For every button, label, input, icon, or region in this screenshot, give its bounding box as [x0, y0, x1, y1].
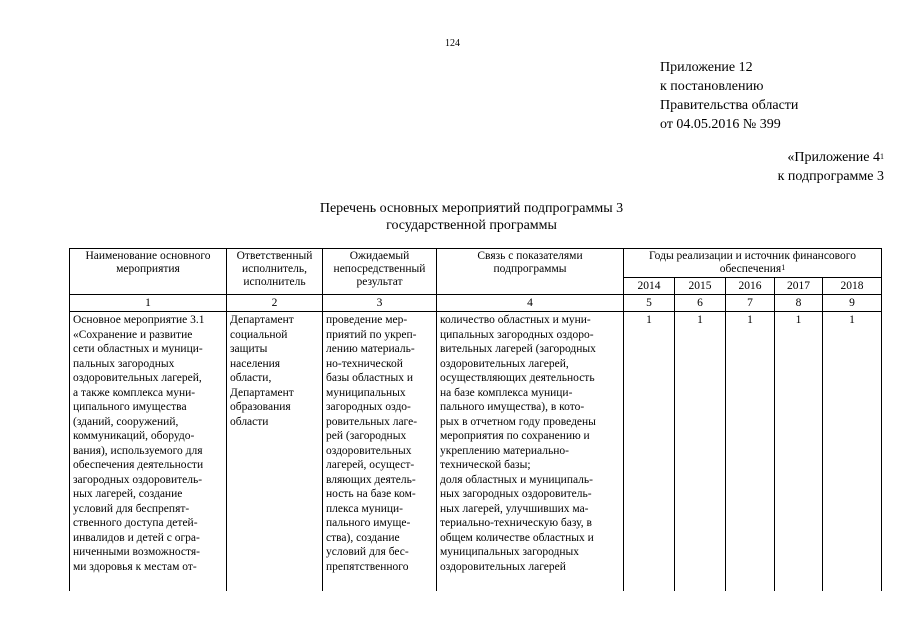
cell-text-line: ных лагерей, создание: [73, 488, 183, 500]
cell-text-line: инвалидов и детей с огра-: [73, 531, 200, 544]
cell-text-line: оздоровительных лагерей,: [73, 372, 202, 384]
cell-text-line: условий для бес-: [326, 546, 409, 558]
cell-text-line: загородных оздоровитель-: [73, 473, 203, 486]
year-cell: 2017: [775, 278, 823, 295]
header-link: Связь с показателями подпрограммы: [437, 249, 624, 295]
cell-text-line: ственного доступа детей-: [73, 517, 198, 529]
cell-text-line: сети областных и муници-: [73, 343, 203, 355]
cell-text-line: ства), создание: [326, 531, 400, 544]
footnote-mark: 1: [781, 263, 786, 272]
cell-measure-name: [70, 312, 227, 592]
table-row: [70, 312, 882, 592]
cell-text-line: оздоровительных лагерей,: [440, 357, 569, 370]
column-number: 2: [227, 295, 323, 312]
sub-appendix-header: [778, 148, 884, 186]
year-cell: 2014: [624, 278, 675, 295]
cell-text-line: Департамент: [230, 386, 294, 399]
cell-text-line: пального имуще-: [326, 517, 411, 529]
column-number: 7: [726, 295, 775, 312]
measures-table: [69, 248, 882, 591]
header-executor: Ответственный исполнитель, исполнитель: [227, 249, 323, 295]
sub-appendix-line: «Приложение 4: [787, 150, 880, 165]
cell-executor: [227, 312, 323, 592]
title-line: Перечень основных мероприятий подпрограммы 3: [319, 201, 624, 216]
cell-text-line: териально-техническую базу, в: [440, 517, 592, 529]
cell-text-line: лагерей, осущест-: [326, 459, 415, 471]
cell-text-line: образования: [230, 401, 291, 413]
cell-text-line: муниципальных: [326, 386, 406, 399]
title-line: государственной программы: [386, 218, 557, 233]
appendix-line: Правительства области: [660, 98, 799, 113]
cell-text-line: рей (загородных: [326, 430, 407, 442]
cell-text-line: количество областных и муни-: [440, 314, 591, 326]
cell-text-line: оздоровительных лагерей: [440, 560, 566, 573]
cell-text-line: оздоровительных: [326, 444, 412, 457]
cell-indicator-link: [437, 312, 624, 592]
header-result: Ожидаемый непосредственный результат: [323, 249, 437, 295]
cell-text-line: защиты: [230, 343, 268, 355]
cell-text-line: но-технической: [326, 357, 403, 370]
column-number: 4: [437, 295, 624, 312]
appendix-line: Приложение 12: [660, 60, 753, 75]
column-number: 6: [675, 295, 726, 312]
appendix-header: [660, 58, 798, 134]
cell-text-line: ми здоровья к местам от-: [73, 560, 197, 573]
cell-text-line: осуществляющих деятельность: [440, 372, 595, 384]
header-years-text: Годы реализации и источник финансового обеспечения: [649, 250, 856, 275]
cell-text-line: укреплению материально-: [440, 444, 569, 457]
cell-text-line: технической базы;: [440, 459, 531, 471]
page-number: 124: [445, 38, 460, 49]
cell-value-2018: 1: [823, 312, 882, 592]
cell-value-2017: 1: [775, 312, 823, 592]
year-cell: 2016: [726, 278, 775, 295]
year-cell: 2015: [675, 278, 726, 295]
appendix-line: от 04.05.2016 № 399: [660, 117, 781, 132]
cell-text-line: базы областных и: [326, 372, 414, 384]
cell-text-line: лению материаль-: [326, 343, 415, 355]
cell-text-line: ность на базе ком-: [326, 488, 416, 500]
cell-text-line: населения: [230, 357, 281, 370]
column-number: 8: [775, 295, 823, 312]
cell-text-line: Департамент: [230, 314, 294, 326]
column-number: 3: [323, 295, 437, 312]
cell-text-line: области: [230, 415, 269, 428]
cell-text-line: ниченными возможностя-: [73, 546, 200, 558]
cell-expected-result: [323, 312, 437, 592]
column-number: 5: [624, 295, 675, 312]
cell-text-line: доля областных и муниципаль-: [440, 473, 593, 486]
cell-value-2015: 1: [675, 312, 726, 592]
cell-value-2016: 1: [726, 312, 775, 592]
cell-text-line: условий для беспрепят-: [73, 502, 190, 515]
cell-text-line: рых в отчетном году проведены: [440, 415, 596, 428]
cell-text-line: на базе комплекса муници-: [440, 386, 573, 399]
cell-text-line: пального имущества), в кото-: [440, 401, 585, 413]
cell-text-line: препятственного: [326, 560, 409, 573]
cell-value-2014: 1: [624, 312, 675, 592]
cell-text-line: вания), используемого для: [73, 444, 203, 457]
footnote-mark: 1: [880, 152, 884, 161]
cell-text-line: ципального имущества: [73, 401, 187, 413]
column-number: 1: [70, 295, 227, 312]
cell-text-line: ципальных загородных оздоро-: [440, 328, 594, 341]
cell-text-line: вляющих деятель-: [326, 473, 416, 486]
cell-text-line: ровительных лаге-: [326, 415, 418, 428]
cell-text-line: области,: [230, 372, 272, 384]
cell-text-line: общем количестве областных и: [440, 531, 594, 544]
appendix-line: к постановлению: [660, 79, 764, 94]
cell-text-line: муниципальных загородных: [440, 546, 579, 558]
cell-text-line: ных лагерей, улучшивших ма-: [440, 502, 589, 515]
cell-text-line: социальной: [230, 328, 288, 341]
cell-text-line: обеспечения деятельности: [73, 459, 204, 471]
cell-text-line: проведение мер-: [326, 314, 408, 326]
year-cell: 2018: [823, 278, 882, 295]
cell-text-line: Основное мероприятие 3.1: [73, 314, 205, 326]
cell-text-line: ных загородных оздоровитель-: [440, 488, 592, 500]
cell-text-line: плекса муници-: [326, 502, 403, 515]
header-row: [70, 249, 882, 278]
cell-text-line: приятий по укреп-: [326, 328, 417, 341]
header-name: Наименование основного мероприятия: [70, 249, 227, 295]
cell-text-line: (зданий, сооружений,: [73, 415, 179, 428]
cell-text-line: а также комплекса муни-: [73, 386, 196, 399]
column-number-row: [70, 295, 882, 312]
column-number: 9: [823, 295, 882, 312]
cell-text-line: мероприятия по сохранению и: [440, 430, 590, 442]
cell-text-line: коммуникаций, оборудо-: [73, 430, 195, 442]
document-title: [0, 200, 905, 234]
cell-text-line: пальных загородных: [73, 357, 175, 370]
cell-text-line: загородных оздо-: [326, 401, 411, 413]
header-years-group: [624, 249, 882, 278]
cell-text-line: вительных лагерей (загородных: [440, 343, 596, 355]
cell-text-line: «Сохранение и развитие: [73, 328, 193, 341]
sub-appendix-line: к подпрограмме 3: [777, 169, 884, 184]
